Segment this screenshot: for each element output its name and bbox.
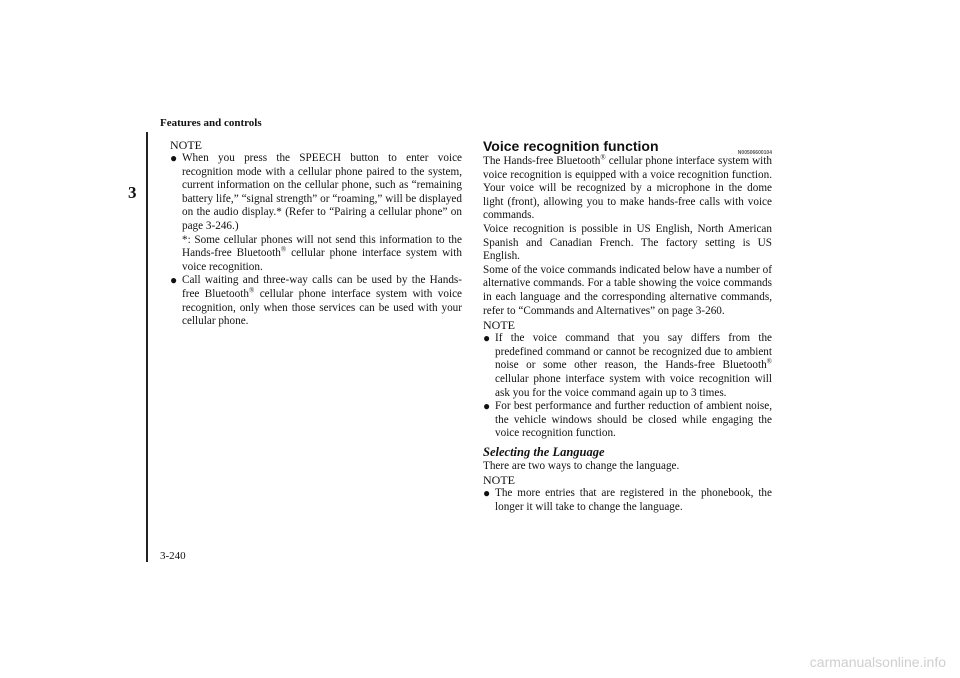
bullet-icon: ● (483, 486, 491, 501)
note-item (170, 274, 462, 328)
note-text: Call waiting and three-way calls can be used by the Hands-free Bluetooth® cellular phone interface system with voice recognition, only when those services can be used with your cellular phone. (182, 274, 462, 328)
note-item (170, 152, 462, 274)
section-title: Voice recognition function N00506600104 (483, 138, 772, 155)
note-item (483, 400, 772, 441)
note-text: If the voice command that you say differs from the predefined command or cannot be recognized due to ambient noise or some other reason, the Hands-free Bluetooth® cellular phone interface system with voice recognition will ask you for the voice command again up to 3 times. (495, 332, 772, 399)
right-column (483, 138, 772, 515)
chapter-number: 3 (128, 183, 137, 202)
note-item (483, 332, 772, 400)
footnote-text: *: Some cellular phones will not send this information to the Hands-free Bluetooth® cellular phone interface system with voice recognition. (182, 233, 462, 273)
registered-mark: ® (600, 153, 606, 162)
subsection-title: Selecting the Language (483, 444, 605, 459)
body-paragraph: The Hands-free Bluetooth® cellular phone interface system with voice recognition is equipped with a voice recognition function. Your voice will be recognized by a microphone in the dome light (front), allowing you to make hands-free calls with voice commands. (483, 153, 772, 222)
bullet-icon: ● (483, 331, 491, 346)
left-column (170, 138, 462, 329)
body-paragraph: Voice recognition is possible in US English, North American Spanish and Canadian French. The factory setting is US English. (483, 222, 772, 263)
note-label: NOTE (170, 138, 202, 152)
registered-mark: ® (280, 245, 287, 254)
bullet-icon: ● (170, 273, 178, 288)
chapter-rule (146, 132, 148, 562)
bullet-icon: ● (170, 151, 178, 165)
reference-code: N00506600104 (737, 150, 772, 156)
page-number: 3-240 (160, 550, 186, 562)
body-paragraph: Some of the voice commands indicated below have a number of alternative commands. For a table showing the voice commands in each language and the corresponding alternative commands, refer to “Commands and Alternatives” on page 3-260. (483, 263, 772, 317)
note-label: NOTE (483, 473, 515, 488)
registered-mark: ® (766, 357, 772, 366)
note-text: For best performance and further reduction of ambient noise, the vehicle windows should be closed while engaging the voice recognition function. (495, 400, 772, 440)
running-header: Features and controls (160, 117, 262, 129)
registered-mark: ® (248, 286, 255, 295)
body-paragraph: There are two ways to change the language. (483, 459, 680, 472)
note-text: When you press the SPEECH button to enter voice recognition mode with a cellular phone paired to the system, current information on the cellular phone, such as “remaining battery life,” “signal strength” or “roaming,” will be displayed on the audio display.* (Refer to “Pairing a cellular phone” on page 3-246.) (182, 152, 462, 232)
note-text: The more entries that are registered in the phonebook, the longer it will take to change the language. (495, 487, 772, 514)
note-item (483, 487, 772, 514)
watermark: carmanualsonline.info (809, 654, 946, 670)
bullet-icon: ● (483, 399, 491, 414)
note-label: NOTE (483, 318, 515, 333)
